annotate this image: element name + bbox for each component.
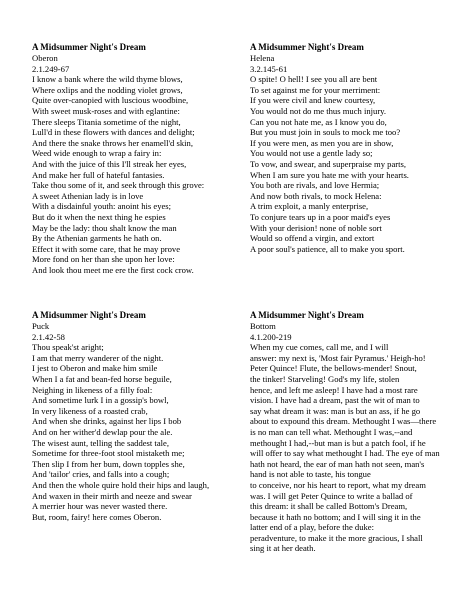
text-line: But, room, fairy! here comes Oberon.	[32, 511, 162, 522]
monologue-card-helena	[250, 42, 464, 254]
text-line: methought I had,--but man is but a patch fool, if he	[250, 437, 426, 448]
text-line: The wisest aunt, telling the saddest tale,	[32, 437, 169, 448]
text-line: Weed wide enough to wrap a fairy in:	[32, 148, 162, 159]
text-line: O spite! O hell! I see you all are bent	[250, 74, 378, 85]
text-line: answer: my next is, 'Most fair Pyramus.' Heigh-ho!	[250, 352, 426, 363]
monologue-card-oberon	[32, 42, 246, 275]
text-line: hath not heard, the ear of man hath not seen, man's	[250, 458, 425, 469]
text-line: Take thou some of it, and seek through this grove:	[32, 180, 205, 191]
text-line: With your derision! none of noble sort	[250, 222, 382, 233]
text-line: And with the juice of this I'll streak her eyes,	[32, 158, 187, 169]
text-line: In very likeness of a roasted crab,	[32, 405, 148, 416]
text-line: was. I will get Peter Quince to write a ballad of	[250, 490, 413, 501]
text-line: More fond on her than she upon her love:	[32, 254, 175, 265]
card-title: A Midsummer Night's Dream	[32, 42, 146, 52]
text-line: To vow, and swear, and superpraise my parts,	[250, 158, 407, 169]
text-line: By the Athenian garments he hath on.	[32, 233, 162, 244]
text-line: say what dream it was: man is but an ass, if he go	[250, 405, 421, 416]
text-line: And 'tailor' cries, and falls into a cough;	[32, 469, 170, 480]
text-line: You both are rivals, and love Hermia;	[250, 180, 380, 191]
text-line: A poor soul's patience, all to make you sport.	[250, 243, 405, 254]
text-line: And make her full of hateful fantasies.	[32, 169, 165, 180]
text-line: hand is not able to taste, his tongue	[250, 469, 371, 480]
monologue-text	[250, 342, 464, 554]
text-line: And waxen in their mirth and neeze and swear	[32, 490, 192, 501]
text-line: Peter Quince! Flute, the bellows-mender! Snout,	[250, 363, 417, 374]
text-line: Sometime for three-foot stool mistaketh me;	[32, 448, 185, 459]
text-line: If you were men, as men you are in show,	[250, 137, 394, 148]
text-line: Then slip I from her bum, down topples she,	[32, 458, 185, 469]
monologue-text	[32, 74, 246, 275]
text-line: to conceive, nor his heart to report, what my dream	[250, 479, 426, 490]
text-line: A merrier hour was never wasted there.	[32, 501, 168, 512]
text-line: And now both rivals, to mock Helena:	[250, 190, 382, 201]
text-line: A sweet Athenian lady is in love	[32, 190, 144, 201]
speaker-name: Oberon	[32, 53, 58, 63]
text-line: With a disdainful youth: anoint his eyes;	[32, 201, 172, 212]
text-line: Would so offend a virgin, and extort	[250, 233, 375, 244]
monologue-text	[32, 342, 246, 522]
speaker-name: Puck	[32, 321, 50, 331]
text-line: Quite over-canopied with luscious woodbine,	[32, 95, 189, 106]
text-line: the tinker! Starveling! God's my life, stolen	[250, 373, 400, 384]
text-line: And there the snake throws her enamell'd skin,	[32, 137, 193, 148]
text-line: I know a bank where the wild thyme blows,	[32, 74, 183, 85]
text-line: May be the lady: thou shalt know the man	[32, 222, 177, 233]
text-line: But you must join in souls to mock me too?	[250, 127, 401, 138]
text-line: When I a fat and bean-fed horse beguile,	[32, 373, 172, 384]
text-line: I am that merry wanderer of the night.	[32, 352, 164, 363]
text-line: Can you not hate me, as I know you do,	[250, 116, 387, 127]
card-title: A Midsummer Night's Dream	[250, 310, 364, 320]
text-line: To conjure tears up in a poor maid's eyes	[250, 211, 391, 222]
text-line: Effect it with some care, that he may prove	[32, 243, 181, 254]
text-line: sing it at her death.	[250, 543, 316, 554]
text-line: Neighing in likeness of a filly foal:	[32, 384, 153, 395]
text-line: And then the whole quire hold their hips and laugh,	[32, 479, 210, 490]
line-reference: 2.1.42-58	[32, 331, 65, 342]
text-line: And sometime lurk I in a gossip's bowl,	[32, 395, 169, 406]
text-line: A trim exploit, a manly enterprise,	[250, 201, 369, 212]
text-line: because it hath no bottom; and I will sing it in the	[250, 511, 421, 522]
text-line: You would not use a gentle lady so;	[250, 148, 373, 159]
text-line: And on her wither'd dewlap pour the ale.	[32, 426, 173, 437]
line-reference: 2.1.249-67	[32, 63, 70, 74]
monologue-card-bottom	[250, 310, 464, 554]
text-line: vision. I have had a dream, past the wit of man to	[250, 395, 420, 406]
text-line: There sleeps Titania sometime of the night,	[32, 116, 181, 127]
text-line: will offer to say what methought I had. The eye of man	[250, 448, 440, 459]
text-line: I jest to Oberon and make him smile	[32, 363, 158, 374]
text-line: With sweet musk-roses and with eglantine:	[32, 105, 180, 116]
text-line: To set against me for your merriment:	[250, 84, 381, 95]
text-line: When I am sure you hate me with your hearts.	[250, 169, 409, 180]
text-line: And when she drinks, against her lips I bob	[32, 416, 182, 427]
text-line: When my cue comes, call me, and I will	[250, 342, 389, 353]
speaker-name: Helena	[250, 53, 275, 63]
monologue-card-puck	[32, 310, 246, 522]
text-line: about to expound this dream. Methought I was—there	[250, 416, 437, 427]
text-line: But do it when the next thing he espies	[32, 211, 166, 222]
line-reference: 4.1.200-219	[250, 331, 292, 342]
text-line: hence, and left me asleep! I have had a most rare	[250, 384, 418, 395]
text-line: latter end of a play, before the duke:	[250, 522, 374, 533]
monologue-text	[250, 74, 464, 254]
text-line: is no man can tell what. Methought I was,--and	[250, 426, 413, 437]
card-title: A Midsummer Night's Dream	[250, 42, 364, 52]
text-line: this dream: it shall be called Bottom's Dream,	[250, 501, 408, 512]
text-line: peradventure, to make it the more gracious, I shall	[250, 532, 423, 543]
speaker-name: Bottom	[250, 321, 276, 331]
text-line: Where oxlips and the nodding violet grows,	[32, 84, 183, 95]
text-line: And look thou meet me ere the first cock crow.	[32, 264, 194, 275]
text-line: Thou speak'st aright;	[32, 342, 104, 353]
text-line: If you were civil and knew courtesy,	[250, 95, 376, 106]
card-title: A Midsummer Night's Dream	[32, 310, 146, 320]
line-reference: 3.2.145-61	[250, 63, 288, 74]
text-line: You would not do me thus much injury.	[250, 105, 387, 116]
text-line: Lull'd in these flowers with dances and delight;	[32, 127, 195, 138]
